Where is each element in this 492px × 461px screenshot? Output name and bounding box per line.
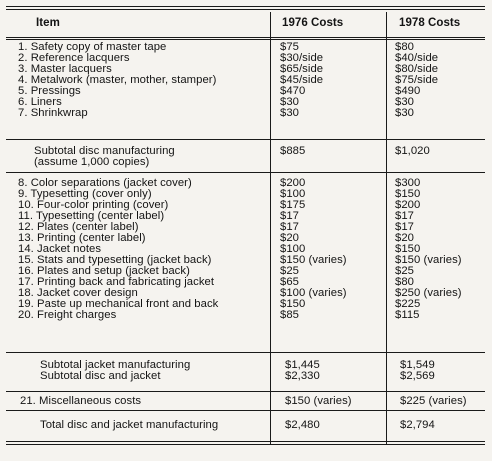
column-header-item: Item	[36, 17, 60, 29]
cost-1978: $17	[395, 210, 414, 222]
cost-1978: $225	[395, 298, 421, 310]
list-item: 6. Liners	[18, 96, 62, 108]
table-top-rule	[6, 6, 485, 7]
group-divider	[6, 139, 485, 140]
group-divider	[6, 352, 485, 353]
list-item: 16. Plates and setup (jacket back)	[18, 265, 190, 277]
column-header-1978: 1978 Costs	[399, 17, 461, 29]
cost-1978: $115	[395, 309, 420, 321]
subtotal-jacket-1978	[400, 360, 435, 382]
group-divider	[6, 172, 485, 173]
cost-1978: $80/side	[395, 63, 439, 75]
subtotal-jacket-1976	[285, 360, 320, 382]
list-item: 5. Pressings	[18, 85, 81, 97]
cost-1976: $45/side	[280, 74, 324, 86]
group-disc-1978	[395, 42, 438, 119]
cost-1976: $85	[280, 309, 299, 321]
list-item: 8. Color separations (jacket cover)	[18, 177, 192, 189]
list-item: 9. Typesetting (cover only)	[18, 188, 152, 200]
cost-1978: $30	[395, 96, 414, 108]
subtotal-label: Subtotal disc and jacket	[40, 370, 161, 382]
cost-1978: $150	[395, 188, 421, 200]
table-bottom-rule	[6, 441, 485, 442]
list-item: 17. Printing back and fabricating jacket	[18, 276, 215, 288]
header-rule	[6, 37, 485, 38]
subtotal-label: Subtotal jacket manufacturing	[40, 359, 191, 371]
list-item: 11. Typesetting (center label)	[18, 210, 165, 222]
cost-1978: $225 (varies)	[400, 395, 467, 407]
list-item: 18. Jacket cover design	[18, 287, 138, 299]
cost-1976: $150	[280, 298, 306, 310]
cost-1976: $200	[280, 177, 306, 189]
cost-1976: $65/side	[280, 63, 324, 75]
subtotal-note: (assume 1,000 copies)	[34, 156, 150, 168]
cost-1976: $30	[280, 107, 299, 119]
group-divider	[6, 391, 485, 392]
table-top-rule-inner	[6, 9, 485, 10]
cost-1976: $885	[280, 145, 306, 157]
cost-1976: $1,445	[285, 359, 320, 371]
list-item: 10. Four-color printing (cover)	[18, 199, 169, 211]
group-jacket-1976	[280, 178, 347, 321]
total-1976: $2,480	[285, 419, 320, 431]
list-item: 7. Shrinkwrap	[18, 107, 88, 119]
cost-1976: $30	[280, 96, 299, 108]
cost-1978: $17	[395, 221, 414, 233]
cost-1976: $2,330	[285, 370, 320, 382]
group-jacket-items	[18, 178, 218, 321]
subtotal-label: Subtotal disc manufacturing	[34, 145, 175, 157]
cost-1976: $470	[280, 85, 306, 97]
cost-1976: $75	[280, 41, 299, 53]
subtotal-disc-1976	[280, 146, 305, 157]
cost-table	[6, 4, 485, 455]
cost-1976: $150 (varies)	[285, 395, 352, 407]
list-item: 15. Stats and typesetting (jacket back)	[18, 254, 212, 266]
group-jacket-1978	[395, 178, 462, 321]
cost-1978: $1,549	[400, 359, 435, 371]
cost-1978: $80	[395, 276, 414, 288]
cost-1976: $17	[280, 210, 299, 222]
cost-1978: $80	[395, 41, 414, 53]
cost-1976: $100	[280, 188, 306, 200]
group-disc-items	[18, 42, 216, 119]
list-item: 1. Safety copy of master tape	[18, 41, 167, 53]
cost-1978: $250 (varies)	[395, 287, 462, 299]
cost-1976: $175	[280, 199, 306, 211]
cost-1978: $150	[395, 243, 421, 255]
list-item: 14. Jacket notes	[18, 243, 102, 255]
cost-1976: $65	[280, 276, 299, 288]
cost-1976: $100 (varies)	[280, 287, 347, 299]
cost-1976: $20	[280, 232, 299, 244]
misc-costs-label: 21. Miscellaneous costs	[20, 395, 142, 407]
cost-1978: $150 (varies)	[395, 254, 462, 266]
list-item: 4. Metalwork (master, mother, stamper)	[18, 74, 217, 86]
group-divider	[6, 410, 485, 411]
cost-1978: $2,569	[400, 370, 435, 382]
cost-1978: $20	[395, 232, 414, 244]
cost-1978: $300	[395, 177, 421, 189]
cost-1976: $25	[280, 265, 299, 277]
header-rule-inner	[6, 39, 485, 40]
cost-1976: $30/side	[280, 52, 324, 64]
cost-1978: $25	[395, 265, 414, 277]
table-bottom-rule-inner	[6, 444, 485, 445]
cost-1978: $40/side	[395, 52, 439, 64]
list-item: 12. Plates (center label)	[18, 221, 139, 233]
list-item: 19. Paste up mechanical front and back	[18, 298, 219, 310]
cost-1976: $150 (varies)	[280, 254, 347, 266]
total-1978: $2,794	[400, 419, 435, 431]
list-item: 13. Printing (center label)	[18, 232, 146, 244]
list-item: 20. Freight charges	[18, 309, 117, 321]
subtotal-jacket-labels	[40, 360, 190, 382]
cost-1978: $1,020	[395, 145, 430, 157]
subtotal-disc-1978	[395, 146, 430, 157]
column-header-1976: 1976 Costs	[282, 17, 344, 29]
cost-1978: $75/side	[395, 74, 439, 86]
total-label: Total disc and jacket manufacturing	[40, 419, 219, 431]
group-disc-1976	[280, 42, 323, 119]
cost-1976: $100	[280, 243, 306, 255]
subtotal-disc-label	[34, 146, 175, 168]
cost-1978: $490	[395, 85, 421, 97]
list-item: 3. Master lacquers	[18, 63, 112, 75]
column-divider	[270, 12, 271, 444]
list-item: 2. Reference lacquers	[18, 52, 130, 64]
column-divider	[386, 12, 387, 444]
cost-1978: $30	[395, 107, 414, 119]
cost-1976: $17	[280, 221, 299, 233]
cost-1978: $200	[395, 199, 421, 211]
